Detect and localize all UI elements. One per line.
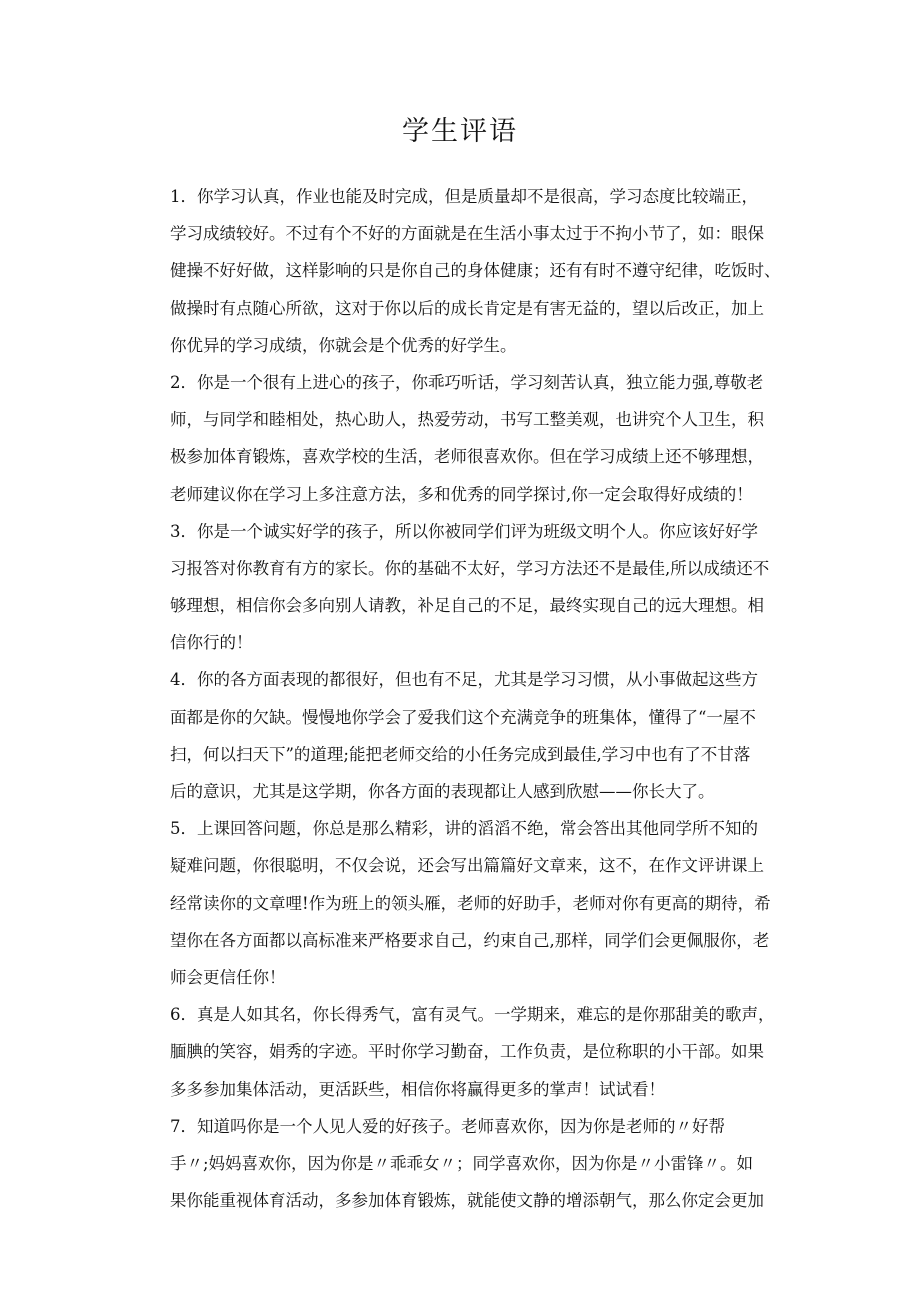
text-line: 你优异的学习成绩，你就会是个优秀的好学生。: [170, 335, 517, 355]
text-line: 做操时有点随心所欲，这对于你以后的成长肯定是有害无益的，望以后改正，加上: [170, 298, 764, 318]
text-line: 4．你的各方面表现的都很好，但也有不足，尤其是学习习惯，从小事做起这些方: [170, 670, 758, 690]
text-line: 5．上课回答问题，你总是那么精彩，讲的滔滔不绝，常会答出其他同学所不知的: [170, 819, 758, 839]
text-line: 面都是你的欠缺。慢慢地你学会了爱我们这个充满竞争的班集体，懂得了“一屋不: [170, 707, 756, 727]
text-line: 腼腆的笑容，娟秀的字迹。平时你学习勤奋，工作负责，是位称职的小干部。如果: [170, 1042, 764, 1062]
comment-paragraph-3: [170, 513, 790, 662]
page-title: 学生评语: [402, 116, 518, 147]
comment-paragraph-2: [170, 364, 790, 513]
comment-paragraph-6: [170, 996, 790, 1108]
text-line: 习报答对你教育有方的家长。你的基础不太好，学习方法还不是最佳,所以成绩还不: [170, 558, 770, 578]
text-line: 望你在各方面都以高标准来严格要求自己，约束自己,那样，同学们会更佩服你，老: [170, 930, 770, 950]
text-line: 2．你是一个很有上进心的孩子，你乖巧听话，学习刻苦认真，独立能力强,尊敬老: [170, 372, 764, 392]
text-line: 师，与同学和睦相处，热心助人，热爱劳动，书写工整美观，也讲究个人卫生，积: [170, 410, 764, 430]
text-line: 6．真是人如其名，你长得秀气，富有灵气。一学期来，难忘的是你那甜美的歌声，: [170, 1005, 775, 1025]
text-line: 经常读你的文章哩!作为班上的领头雁，老师的好助手，老师对你有更高的期待，希: [170, 893, 771, 913]
document-body: [170, 178, 790, 1219]
text-line: 多多参加集体活动，更活跃些，相信你将赢得更多的掌声！试试看！: [170, 1079, 665, 1099]
text-line: 健操不好好做，这样影响的只是你自己的身体健康；还有有时不遵守纪律，吃饭时、: [170, 261, 781, 281]
comment-paragraph-1: [170, 178, 790, 364]
text-line: 3．你是一个诚实好学的孩子，所以你被同学们评为班级文明个人。你应该好好学: [170, 521, 758, 541]
text-line: 极参加体育锻炼，喜欢学校的生活，老师很喜欢你。但在学习成绩上还不够理想，: [170, 447, 764, 467]
text-line: 信你行的！: [170, 633, 253, 653]
text-line: 果你能重视体育活动，多参加体育锻炼，就能使文静的增添朝气，那么你定会更加: [170, 1191, 764, 1211]
text-line: 后的意识，尤其是这学期，你各方面的表现都让人感到欣慰——你长大了。: [170, 782, 715, 801]
comment-paragraph-7: [170, 1108, 790, 1220]
text-line: 够理想，相信你会多向别人请教，补足自己的不足，最终实现自己的远大理想。相: [170, 596, 764, 616]
text-line: 老师建议你在学习上多注意方法，多和优秀的同学探讨,你一定会取得好成绩的！: [170, 484, 753, 504]
text-line: 扫，何以扫天下”的道理;能把老师交给的小任务完成到最佳,学习中也有了不甘落: [170, 744, 751, 764]
text-line: 疑难问题，你很聪明，不仅会说，还会写出篇篇好文章来，这不，在作文评讲课上: [170, 856, 764, 876]
text-line: 师会更信任你！: [170, 967, 286, 987]
comment-paragraph-4: [170, 661, 790, 810]
text-line: 1．你学习认真，作业也能及时完成，但是质量却不是很高，学习态度比较端正，: [170, 187, 758, 206]
text-line: 7．知道吗你是一个人见人爱的好孩子。老师喜欢你，因为你是老师的〃好帮: [170, 1116, 725, 1136]
text-line: 手〃;妈妈喜欢你，因为你是〃乖乖女〃；同学喜欢你，因为你是〃小雷锋〃。如: [170, 1153, 754, 1173]
text-line: 学习成绩较好。不过有个不好的方面就是在生活小事太过于不拘小节了，如：眼保: [170, 224, 764, 244]
comment-paragraph-5: [170, 810, 790, 996]
